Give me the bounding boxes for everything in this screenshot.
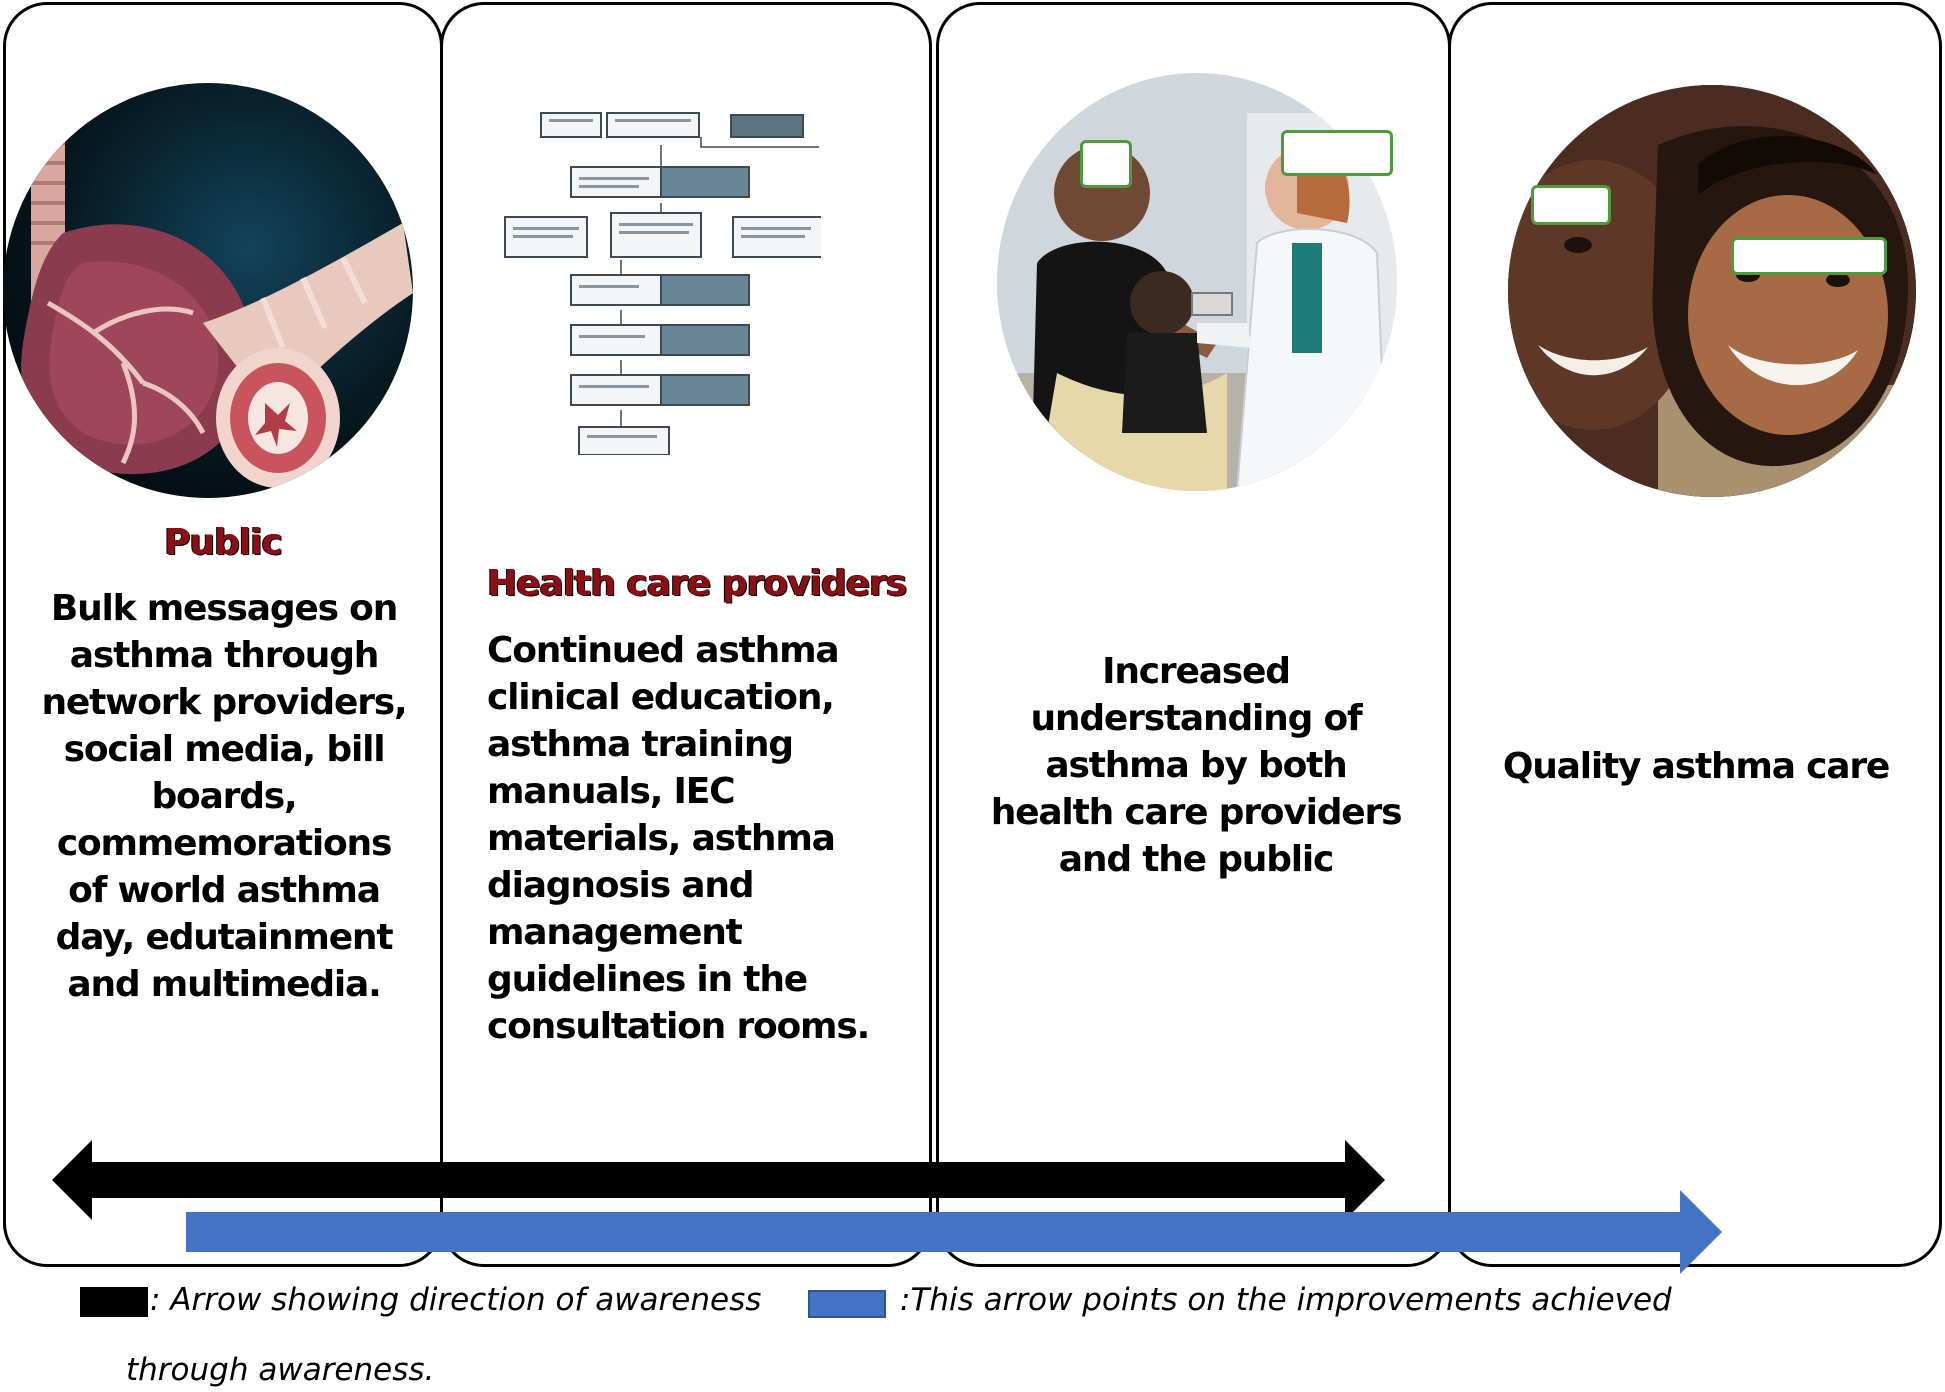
panel-health-care-providers (440, 2, 932, 1267)
panel-increased-understanding (936, 2, 1451, 1267)
panel-public (3, 2, 443, 1267)
panel-body: Increased understanding of asthma by both health care providers and the public (990, 651, 1402, 880)
legend-improvement-label: :This arrow points on the improvements achieved (900, 1282, 1672, 1318)
smiling-faces-photo-icon (1508, 85, 1916, 497)
panel-quality-care (1448, 2, 1942, 1267)
panel-body: Continued asthma clinical education, asthma training manuals, IEC materials, asthma diagnosis and management guidelines in the consultation rooms. (487, 630, 870, 1047)
legend-awareness-swatch (80, 1287, 148, 1317)
redaction-box (1531, 185, 1611, 225)
panel-heading: Public (164, 522, 282, 563)
legend-improvement-swatch (808, 1290, 886, 1318)
panel-body: Bulk messages on asthma through network providers, social media, bill boards, commemorations of world asthma day, edutainment and multimedia. (41, 588, 407, 1005)
panel-heading: Health care providers (487, 563, 907, 604)
redaction-box (1731, 237, 1887, 275)
lungs-illustration-icon (3, 83, 413, 498)
redaction-box (1080, 140, 1132, 188)
guideline-flowchart-icon (501, 85, 821, 455)
legend-improvement-label-cont: through awareness. (126, 1352, 435, 1388)
panel-body: Quality asthma care (1502, 746, 1890, 787)
legend-awareness-label: : Arrow showing direction of awareness (150, 1282, 762, 1318)
redaction-box (1281, 130, 1393, 176)
